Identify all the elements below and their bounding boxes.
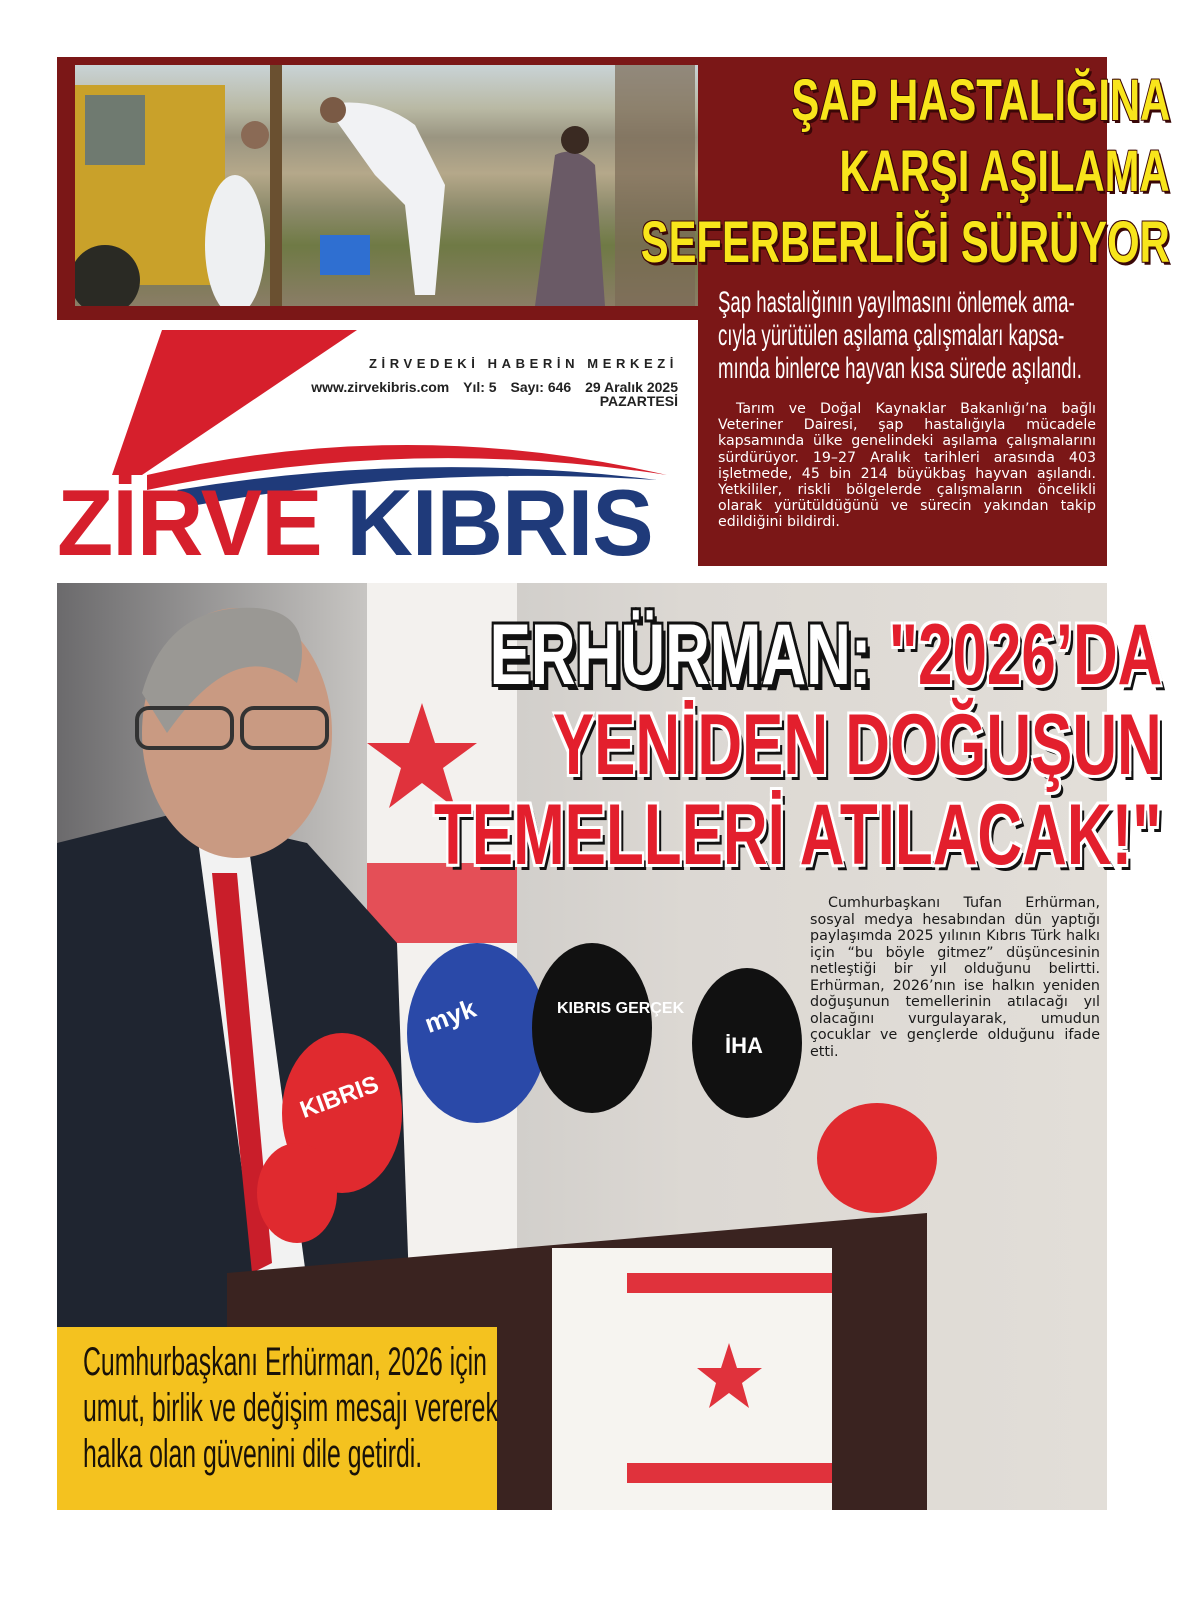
deck-line: mında binlerce hayvan kısa sürede aşılandı. xyxy=(718,352,1082,385)
main-story-body: Cumhurbaşkanı Tufan Erhürman, sosyal medya hesabından dün yaptığı paylaşımda 2025 yılının Kıbrıs Türk halkı için “bu böyle gitmez” düşüncesinin netleştiği bir yıl olduğunu belirtti. Erhürman, 2026’nın ise halkın yeniden doğuşunun temellerinin atılacağı yıl olacağını vurgulayarak, umudun çocuklar ve gençlerde olduğunu ifade etti. xyxy=(810,895,1100,1060)
top-headline-line1: ŞAP HASTALIĞINA xyxy=(791,68,1170,133)
top-story-deck xyxy=(718,286,1082,385)
mic-label: KIBRIS xyxy=(296,1070,383,1124)
caption-line: halka olan güvenini dile getirdi. xyxy=(83,1432,423,1476)
top-headline-line2: KARŞI AŞILAMA xyxy=(839,139,1170,204)
masthead-logo-text[interactable] xyxy=(57,470,653,575)
main-headline-line3: TEMELLERİ ATILACAK!" xyxy=(434,787,1162,883)
masthead-slogan: ZİRVEDEKİ HABERİN MERKEZİ xyxy=(368,356,678,371)
website-link[interactable]: www.zirvekibris.com xyxy=(311,379,450,395)
mic-label: İHA xyxy=(725,1033,763,1058)
vaccination-photo-illustration xyxy=(75,65,698,306)
top-headline-line3: SEFERBERLİĞİ SÜRÜYOR xyxy=(640,210,1170,275)
issue-weekday: PAZARTESİ xyxy=(599,393,678,409)
mic-label: myk xyxy=(420,992,480,1039)
caption-line: Cumhurbaşkanı Erhürman, 2026 için xyxy=(83,1340,487,1384)
headline-quote-start: "2026’DA xyxy=(888,607,1162,703)
logo-word-zirve: ZİRVE xyxy=(57,470,322,575)
masthead-meta xyxy=(250,380,678,408)
mic-label: KIBRIS GERÇEK xyxy=(557,1000,685,1017)
caption-line: umut, birlik ve değişim mesajı vererek xyxy=(83,1386,498,1430)
vaccination-photo xyxy=(75,65,698,306)
headline-name: ERHÜRMAN: xyxy=(489,607,872,703)
logo-word-kibris: KIBRIS xyxy=(346,470,653,575)
deck-line: Şap hastalığının yayılmasını önlemek ama- xyxy=(718,286,1075,319)
top-story-body: Tarım ve Doğal Kaynaklar Bakanlığı’na bağlı Veteriner Dairesi, şap hastalığıyla mücadele kapsamında ülke genelindeki aşılama çalışmalarını sürdürüyor. 19–27 Aralık tarihleri arasında 403 işletmede, 45 bin 214 büyükbaş hayvan aşılandı. Yetkililer, riskli bölgelerde çalışmaların öncelikli olarak yürütüldüğünü ve sürecin yakından takip edildiğini bildirdi. xyxy=(718,401,1096,531)
main-headline-line1 xyxy=(489,607,1162,703)
photo-caption xyxy=(57,1327,497,1510)
main-headline-line2: YENİDEN DOĞUŞUN xyxy=(553,697,1162,793)
issue-number: Sayı: 646 xyxy=(510,379,572,395)
issue-date: 29 Aralık 2025 xyxy=(585,379,678,395)
year-label: Yıl: 5 xyxy=(463,379,497,395)
deck-line: cıyla yürütülen aşılama çalışmaları kapsa- xyxy=(718,319,1065,352)
